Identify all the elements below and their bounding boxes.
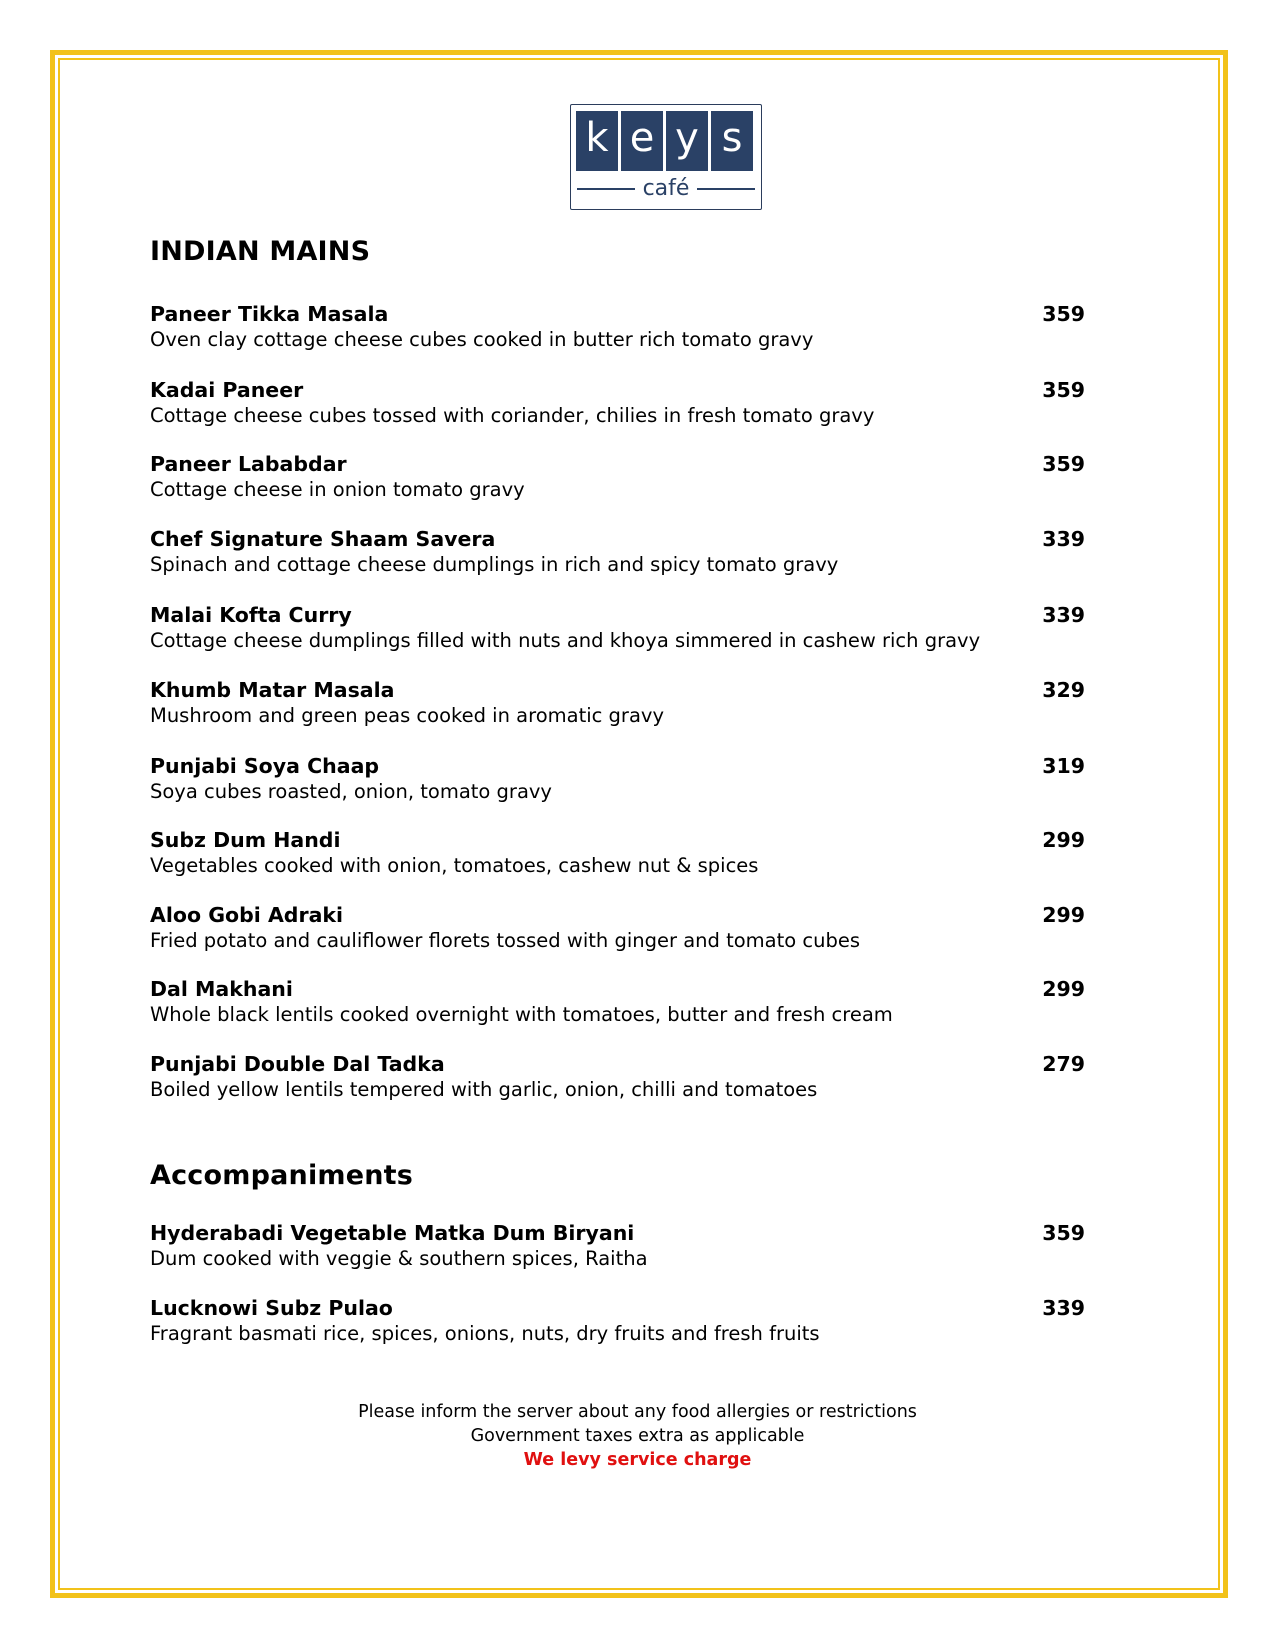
item-price: 359 (1042, 378, 1085, 402)
item-price: 339 (1042, 1296, 1085, 1320)
item-name: Aloo Gobi Adraki (150, 903, 344, 927)
item-description: Fragrant basmati rice, spices, onions, nuts, dry fruits and fresh fruits (150, 1322, 820, 1345)
menu-item (150, 976, 1085, 1028)
menu-item (150, 677, 1085, 729)
item-description: Fried potato and cauliflower florets tossed with ginger and tomato cubes (150, 929, 860, 952)
logo-letter: s (711, 111, 753, 171)
item-price: 319 (1042, 754, 1085, 778)
logo-subtitle-row (577, 177, 755, 201)
menu-item (150, 1295, 1085, 1347)
item-price: 359 (1042, 452, 1085, 476)
menu-item (150, 1051, 1085, 1103)
menu-item (150, 377, 1085, 429)
menu-item (150, 827, 1085, 879)
footer-service-charge-note: We levy service charge (523, 1450, 752, 1470)
item-price: 359 (1042, 302, 1085, 326)
menu-item (150, 451, 1085, 503)
item-description: Boiled yellow lentils tempered with garlic, onion, chilli and tomatoes (150, 1078, 818, 1101)
menu-item (150, 753, 1085, 805)
item-price: 299 (1042, 828, 1085, 852)
logo-letter: e (621, 111, 663, 171)
item-price: 279 (1042, 1052, 1085, 1076)
footer-allergy-note: Please inform the server about any food allergies or restrictions (358, 1402, 917, 1422)
item-description: Mushroom and green peas cooked in aromatic gravy (150, 704, 664, 727)
logo-divider (577, 188, 635, 190)
section-title-accompaniments: Accompaniments (150, 1160, 414, 1191)
menu-item (150, 526, 1085, 578)
logo-letter: y (666, 111, 708, 171)
item-description: Cottage cheese in onion tomato gravy (150, 478, 525, 501)
item-description: Cottage cheese cubes tossed with coriander, chilies in fresh tomato gravy (150, 404, 875, 427)
item-name: Lucknowi Subz Pulao (150, 1296, 393, 1320)
menu-item (150, 1220, 1085, 1272)
item-name: Punjabi Soya Chaap (150, 754, 380, 778)
menu-border-inner (58, 58, 1220, 1590)
item-description: Spinach and cottage cheese dumplings in rich and spicy tomato gravy (150, 553, 839, 576)
footer-notes (0, 1400, 1275, 1472)
menu-item (150, 301, 1085, 353)
item-description: Soya cubes roasted, onion, tomato gravy (150, 780, 552, 803)
item-name: Paneer Lababdar (150, 452, 347, 476)
item-name: Dal Makhani (150, 977, 293, 1001)
item-price: 359 (1042, 1221, 1085, 1245)
item-name: Subz Dum Handi (150, 828, 341, 852)
item-price: 299 (1042, 977, 1085, 1001)
item-name: Paneer Tikka Masala (150, 302, 389, 326)
item-name: Khumb Matar Masala (150, 678, 395, 702)
item-description: Vegetables cooked with onion, tomatoes, cashew nut & spices (150, 854, 759, 877)
item-price: 339 (1042, 603, 1085, 627)
menu-item (150, 902, 1085, 954)
menu-item (150, 602, 1085, 654)
item-price: 299 (1042, 903, 1085, 927)
logo-subtitle: café (642, 176, 690, 201)
section-title-indian-mains: INDIAN MAINS (150, 236, 371, 267)
item-name: Punjabi Double Dal Tadka (150, 1052, 445, 1076)
item-name: Hyderabadi Vegetable Matka Dum Biryani (150, 1221, 635, 1245)
item-name: Chef Signature Shaam Savera (150, 527, 496, 551)
logo-divider (697, 188, 755, 190)
item-description: Dum cooked with veggie & southern spices, Raitha (150, 1247, 648, 1270)
item-description: Whole black lentils cooked overnight with tomatoes, butter and fresh cream (150, 1003, 893, 1026)
item-name: Malai Kofta Curry (150, 603, 352, 627)
item-price: 339 (1042, 527, 1085, 551)
footer-tax-note: Government taxes extra as applicable (470, 1426, 805, 1446)
item-description: Oven clay cottage cheese cubes cooked in butter rich tomato gravy (150, 328, 814, 351)
keys-cafe-logo (570, 104, 762, 210)
item-name: Kadai Paneer (150, 378, 304, 402)
item-price: 329 (1042, 678, 1085, 702)
logo-letters (576, 111, 753, 171)
logo-letter: k (576, 111, 618, 171)
item-description: Cottage cheese dumplings filled with nuts and khoya simmered in cashew rich gravy (150, 629, 981, 652)
